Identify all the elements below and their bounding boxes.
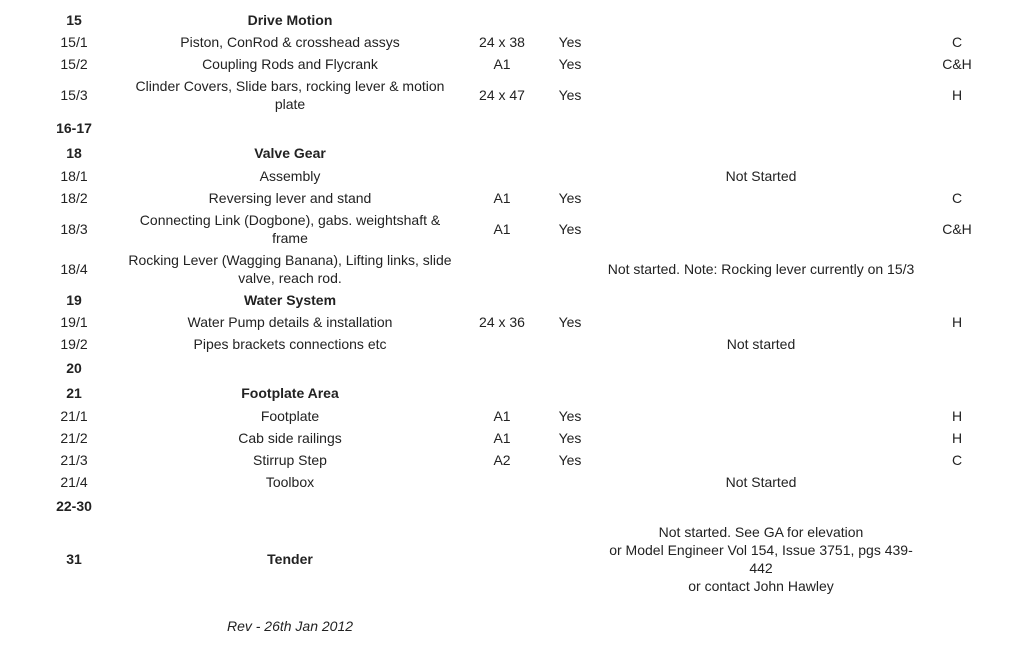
sheet-size — [470, 471, 534, 493]
drawn-status: Yes — [558, 452, 582, 468]
sheet-size: 24 x 47 — [479, 87, 525, 103]
sheet-size: A2 — [493, 452, 511, 468]
item-number: 21/3 — [60, 452, 88, 468]
item-description: Reversing lever and stand — [208, 190, 372, 206]
table-row — [0, 187, 1024, 209]
item-description: Footplate Area — [241, 385, 339, 401]
sheet-size — [470, 165, 534, 187]
item-description: Water System — [243, 292, 337, 308]
item-number: 22-30 — [56, 498, 92, 514]
item-number: 18/2 — [60, 190, 88, 206]
status-note — [605, 115, 917, 141]
drawing-code: C&H — [942, 221, 972, 237]
item-number: 15/2 — [60, 56, 88, 72]
sheet-size — [470, 115, 534, 141]
drawn-status — [545, 471, 595, 493]
drawing-code: H — [951, 430, 963, 446]
drawn-status — [545, 289, 595, 311]
table-row — [0, 115, 1024, 141]
status-note: Not started. Note: Rocking lever currently on 15/3 — [607, 261, 915, 277]
item-number: 18 — [66, 145, 82, 161]
sheet-size — [470, 493, 534, 519]
sheet-size: A1 — [493, 221, 511, 237]
item-description — [120, 115, 460, 141]
table-row — [0, 519, 1024, 599]
item-description: Valve Gear — [254, 145, 326, 161]
item-description: Toolbox — [265, 474, 315, 490]
drawing-code: C — [951, 34, 963, 50]
item-description: Stirrup Step — [253, 452, 327, 468]
table-row — [0, 31, 1024, 53]
item-description: Coupling Rods and Flycrank — [202, 56, 378, 72]
sheet-size — [470, 289, 534, 311]
item-number: 21/1 — [60, 408, 88, 424]
drawing-code — [930, 141, 984, 165]
table-row — [0, 75, 1024, 115]
item-number: 18/4 — [60, 261, 88, 277]
item-description: Assembly — [259, 168, 321, 184]
item-number: 15 — [66, 12, 82, 28]
table-row — [0, 471, 1024, 493]
status-note — [605, 311, 917, 333]
drawing-code: H — [951, 314, 963, 330]
drawn-status — [545, 493, 595, 519]
table-row — [0, 381, 1024, 405]
item-description: Rocking Lever (Wagging Banana), Lifting links, slide valve, reach rod. — [128, 252, 452, 286]
item-description — [120, 355, 460, 381]
table-row — [0, 333, 1024, 355]
status-note — [605, 381, 917, 405]
sheet-size — [470, 519, 534, 599]
table-row — [0, 141, 1024, 165]
item-description: Connecting Link (Dogbone), gabs. weightshaft & frame — [139, 212, 441, 246]
status-note — [605, 75, 917, 115]
item-number: 15/3 — [60, 87, 88, 103]
table-row — [0, 289, 1024, 311]
status-note — [605, 355, 917, 381]
sheet-size: 24 x 36 — [479, 314, 525, 330]
drawn-status — [545, 249, 595, 289]
status-note: Not started. See GA for elevation or Model Engineer Vol 154, Issue 3751, pgs 439-442 or contact John Hawley — [609, 524, 913, 594]
drawing-schedule-table — [0, 9, 1024, 599]
drawn-status — [545, 333, 595, 355]
drawn-status — [545, 355, 595, 381]
item-description: Tender — [267, 551, 313, 567]
table-row — [0, 209, 1024, 249]
table-row — [0, 9, 1024, 31]
drawn-status — [545, 141, 595, 165]
drawing-code — [930, 333, 984, 355]
item-description: Cab side railings — [238, 430, 342, 446]
drawing-code: C — [951, 190, 963, 206]
status-note — [605, 9, 917, 31]
table-row — [0, 311, 1024, 333]
drawing-code: C&H — [942, 56, 972, 72]
status-note: Not started — [726, 336, 796, 352]
sheet-size: A1 — [493, 430, 511, 446]
drawn-status: Yes — [558, 408, 582, 424]
sheet-size — [470, 141, 534, 165]
sheet-size: A1 — [493, 408, 511, 424]
item-description: Piston, ConRod & crosshead assys — [180, 34, 400, 50]
item-number: 31 — [66, 551, 82, 567]
item-description: Pipes brackets connections etc — [193, 336, 387, 352]
drawn-status — [545, 519, 595, 599]
drawn-status — [545, 115, 595, 141]
drawn-status — [545, 9, 595, 31]
sheet-size: 24 x 38 — [479, 34, 525, 50]
status-note — [605, 405, 917, 427]
drawing-code — [930, 355, 984, 381]
sheet-size: A1 — [493, 190, 511, 206]
drawn-status: Yes — [558, 190, 582, 206]
status-note — [605, 53, 917, 75]
drawn-status: Yes — [558, 221, 582, 237]
status-note — [605, 289, 917, 311]
drawn-status — [545, 381, 595, 405]
table-row — [0, 427, 1024, 449]
item-number: 15/1 — [60, 34, 88, 50]
sheet-size — [470, 381, 534, 405]
sheet-size — [470, 9, 534, 31]
drawing-code: H — [951, 87, 963, 103]
item-number: 21/4 — [60, 474, 88, 490]
revision-note: Rev - 26th Jan 2012 — [226, 618, 354, 634]
sheet-size — [470, 333, 534, 355]
item-description — [120, 493, 460, 519]
drawing-code — [930, 9, 984, 31]
status-note — [605, 209, 917, 249]
drawing-code: H — [951, 408, 963, 424]
table-row — [0, 405, 1024, 427]
drawing-code — [930, 381, 984, 405]
status-note — [605, 187, 917, 209]
item-number: 18/3 — [60, 221, 88, 237]
item-description: Water Pump details & installation — [187, 314, 393, 330]
item-number: 18/1 — [60, 168, 88, 184]
drawn-status: Yes — [558, 314, 582, 330]
drawn-status: Yes — [558, 87, 582, 103]
drawing-code — [930, 289, 984, 311]
item-number: 21 — [66, 385, 82, 401]
item-number: 21/2 — [60, 430, 88, 446]
status-note: Not Started — [725, 474, 797, 490]
drawing-code: C — [951, 452, 963, 468]
drawing-code — [930, 115, 984, 141]
item-number: 16-17 — [56, 120, 92, 136]
item-number: 20 — [66, 360, 82, 376]
table-row — [0, 355, 1024, 381]
drawing-code — [930, 249, 984, 289]
item-number: 19 — [66, 292, 82, 308]
drawing-code — [930, 471, 984, 493]
drawing-code — [930, 165, 984, 187]
drawn-status: Yes — [558, 430, 582, 446]
drawn-status: Yes — [558, 34, 582, 50]
status-note — [605, 493, 917, 519]
status-note — [605, 141, 917, 165]
item-description: Footplate — [260, 408, 320, 424]
sheet-size — [470, 355, 534, 381]
table-row — [0, 165, 1024, 187]
sheet-size: A1 — [493, 56, 511, 72]
drawn-status: Yes — [558, 56, 582, 72]
item-number: 19/2 — [60, 336, 88, 352]
status-note: Not Started — [725, 168, 797, 184]
status-note — [605, 31, 917, 53]
table-row — [0, 53, 1024, 75]
item-number: 19/1 — [60, 314, 88, 330]
table-row — [0, 449, 1024, 471]
table-row — [0, 249, 1024, 289]
item-description: Clinder Covers, Slide bars, rocking lever & motion plate — [135, 78, 445, 112]
drawing-code — [930, 519, 984, 599]
drawing-code — [930, 493, 984, 519]
sheet-size — [470, 249, 534, 289]
status-note — [605, 427, 917, 449]
status-note — [605, 449, 917, 471]
table-row — [0, 493, 1024, 519]
item-description: Drive Motion — [247, 12, 333, 28]
drawn-status — [545, 165, 595, 187]
